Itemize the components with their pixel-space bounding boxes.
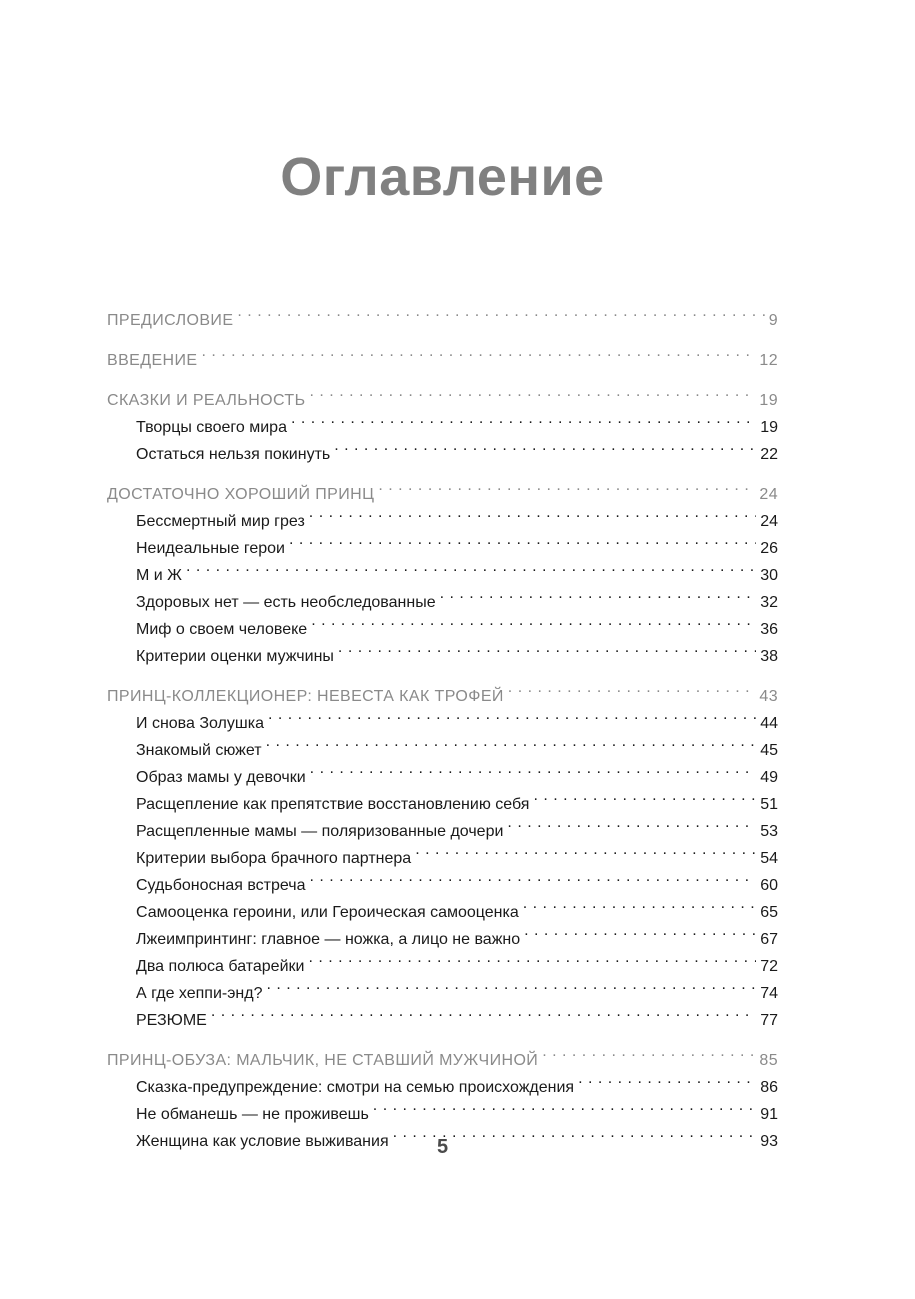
dot-leader (201, 338, 755, 365)
toc-entry-label: Образ мамы у девочки (136, 769, 306, 786)
dot-leader (378, 472, 755, 499)
dot-leader (289, 526, 756, 553)
toc-entry-page: 91 (760, 1106, 778, 1123)
toc-entry-label: Остаться нельзя покинуть (136, 446, 331, 463)
toc-entry-label: ПРИНЦ-ОБУЗА: МАЛЬЧИК, НЕ СТАВШИЙ МУЖЧИНОЙ (107, 1052, 539, 1069)
toc-entry-label: ПРИНЦ-КОЛЛЕКЦИОНЕР: НЕВЕСТА КАК ТРОФЕЙ (107, 688, 504, 705)
page-number: 5 (436, 1136, 449, 1158)
toc-entry-label: Творцы своего мира (136, 419, 287, 436)
toc-entry-label: Расщепленные мамы — поляризованные дочери (136, 823, 504, 840)
dot-leader (533, 782, 756, 809)
toc-entry-label: Самооценка героини, или Героическая самооценка (136, 904, 519, 921)
toc-entry-page: 51 (760, 796, 778, 813)
toc-entry-page: 93 (760, 1133, 778, 1150)
toc-section-entry[interactable] (107, 1038, 778, 1069)
dot-leader (237, 298, 764, 325)
toc-entry-page: 77 (760, 1012, 778, 1029)
toc-section-entry[interactable] (107, 472, 778, 503)
dot-leader (578, 1065, 756, 1092)
dot-leader (266, 971, 756, 998)
toc-entry-label: Бессмертный мир грез (136, 513, 305, 530)
toc-entry-label: Здоровых нет — есть необследованные (136, 594, 436, 611)
toc-entry-page: 24 (760, 513, 778, 530)
toc-entry-label: Судьбоносная встреча (136, 877, 306, 894)
toc-entry-page: 60 (760, 877, 778, 894)
dot-leader (373, 1092, 756, 1119)
toc-entry-page: 26 (760, 540, 778, 557)
dot-leader (266, 728, 757, 755)
toc-entry-label: Женщина как условие выживания (136, 1133, 389, 1150)
toc-entry-label: Неидеальные герои (136, 540, 285, 557)
toc-entry-label: Не обманешь — не проживешь (136, 1106, 369, 1123)
dot-leader (308, 944, 756, 971)
toc-entry-page: 54 (760, 850, 778, 867)
toc-entry-label: Расщепление как препятствие восстановлению себя (136, 796, 530, 813)
toc-entry-label: И снова Золушка (136, 715, 264, 732)
dot-leader (507, 809, 756, 836)
page-title: Оглавление (280, 147, 605, 207)
toc-section-entry[interactable] (107, 674, 778, 705)
toc-entry-label: СКАЗКИ И РЕАЛЬНОСТЬ (107, 392, 306, 409)
dot-leader (415, 836, 756, 863)
toc-entry-page: 19 (759, 392, 778, 409)
dot-leader (311, 607, 756, 634)
toc-entry-page: 44 (760, 715, 778, 732)
dot-leader (211, 998, 756, 1025)
dot-leader (309, 863, 756, 890)
toc-entry-label: А где хеппи-энд? (136, 985, 263, 1002)
toc-entry-page: 43 (759, 688, 778, 705)
toc-entry-page: 38 (760, 648, 778, 665)
dot-leader (268, 701, 756, 728)
dot-leader (542, 1038, 755, 1065)
dot-leader (508, 674, 756, 701)
toc-section-entry[interactable] (107, 338, 778, 369)
dot-leader (310, 378, 756, 405)
dot-leader (334, 432, 756, 459)
toc-entry-label: Знакомый сюжет (136, 742, 262, 759)
toc-entry-page: 24 (759, 486, 778, 503)
toc-entry-page: 67 (760, 931, 778, 948)
toc-entry-label: РЕЗЮМЕ (136, 1012, 207, 1029)
toc-entry-page: 32 (760, 594, 778, 611)
toc-entry-page: 53 (760, 823, 778, 840)
toc-entry-page: 72 (760, 958, 778, 975)
toc-entry-page: 19 (760, 419, 778, 436)
dot-leader (310, 755, 757, 782)
toc-entry-page: 65 (760, 904, 778, 921)
toc-entry-label: Лжеимпринтинг: главное — ножка, а лицо не важно (136, 931, 521, 948)
toc-entry-page: 22 (760, 446, 778, 463)
toc-entry-label: Сказка-предупреждение: смотри на семью происхождения (136, 1079, 575, 1096)
dot-leader (186, 553, 756, 580)
toc-entry-page: 86 (760, 1079, 778, 1096)
toc-entry-page: 30 (760, 567, 778, 584)
toc-entry-label: Критерии оценки мужчины (136, 648, 334, 665)
toc-entry-label: ВВЕДЕНИЕ (107, 352, 198, 369)
toc-entry-page: 49 (760, 769, 778, 786)
toc-entry-label: Миф о своем человеке (136, 621, 308, 638)
dot-leader (524, 917, 756, 944)
toc-entry-label: ДОСТАТОЧНО ХОРОШИЙ ПРИНЦ (107, 486, 375, 503)
dot-leader (523, 890, 756, 917)
toc-entry-page: 12 (759, 352, 778, 369)
dot-leader (338, 634, 756, 661)
toc-entry-label: М и Ж (136, 567, 182, 584)
toc-entry-page: 45 (760, 742, 778, 759)
toc-section-entry[interactable] (107, 378, 778, 409)
dot-leader (440, 580, 757, 607)
toc-entry-label: Критерии выбора брачного партнера (136, 850, 412, 867)
toc-section-entry[interactable] (107, 298, 778, 329)
toc-entry-page: 9 (768, 312, 778, 329)
toc-entry-page: 74 (760, 985, 778, 1002)
toc-entry-page: 36 (760, 621, 778, 638)
toc-entry-label: ПРЕДИСЛОВИЕ (107, 312, 234, 329)
toc-entry-label: Два полюса батарейки (136, 958, 305, 975)
toc-subsection-entry[interactable] (107, 553, 778, 584)
toc-entry-page: 85 (759, 1052, 778, 1069)
dot-leader (309, 499, 756, 526)
table-of-contents (107, 298, 778, 1150)
dot-leader (291, 405, 756, 432)
toc-subsection-entry[interactable] (107, 580, 778, 611)
